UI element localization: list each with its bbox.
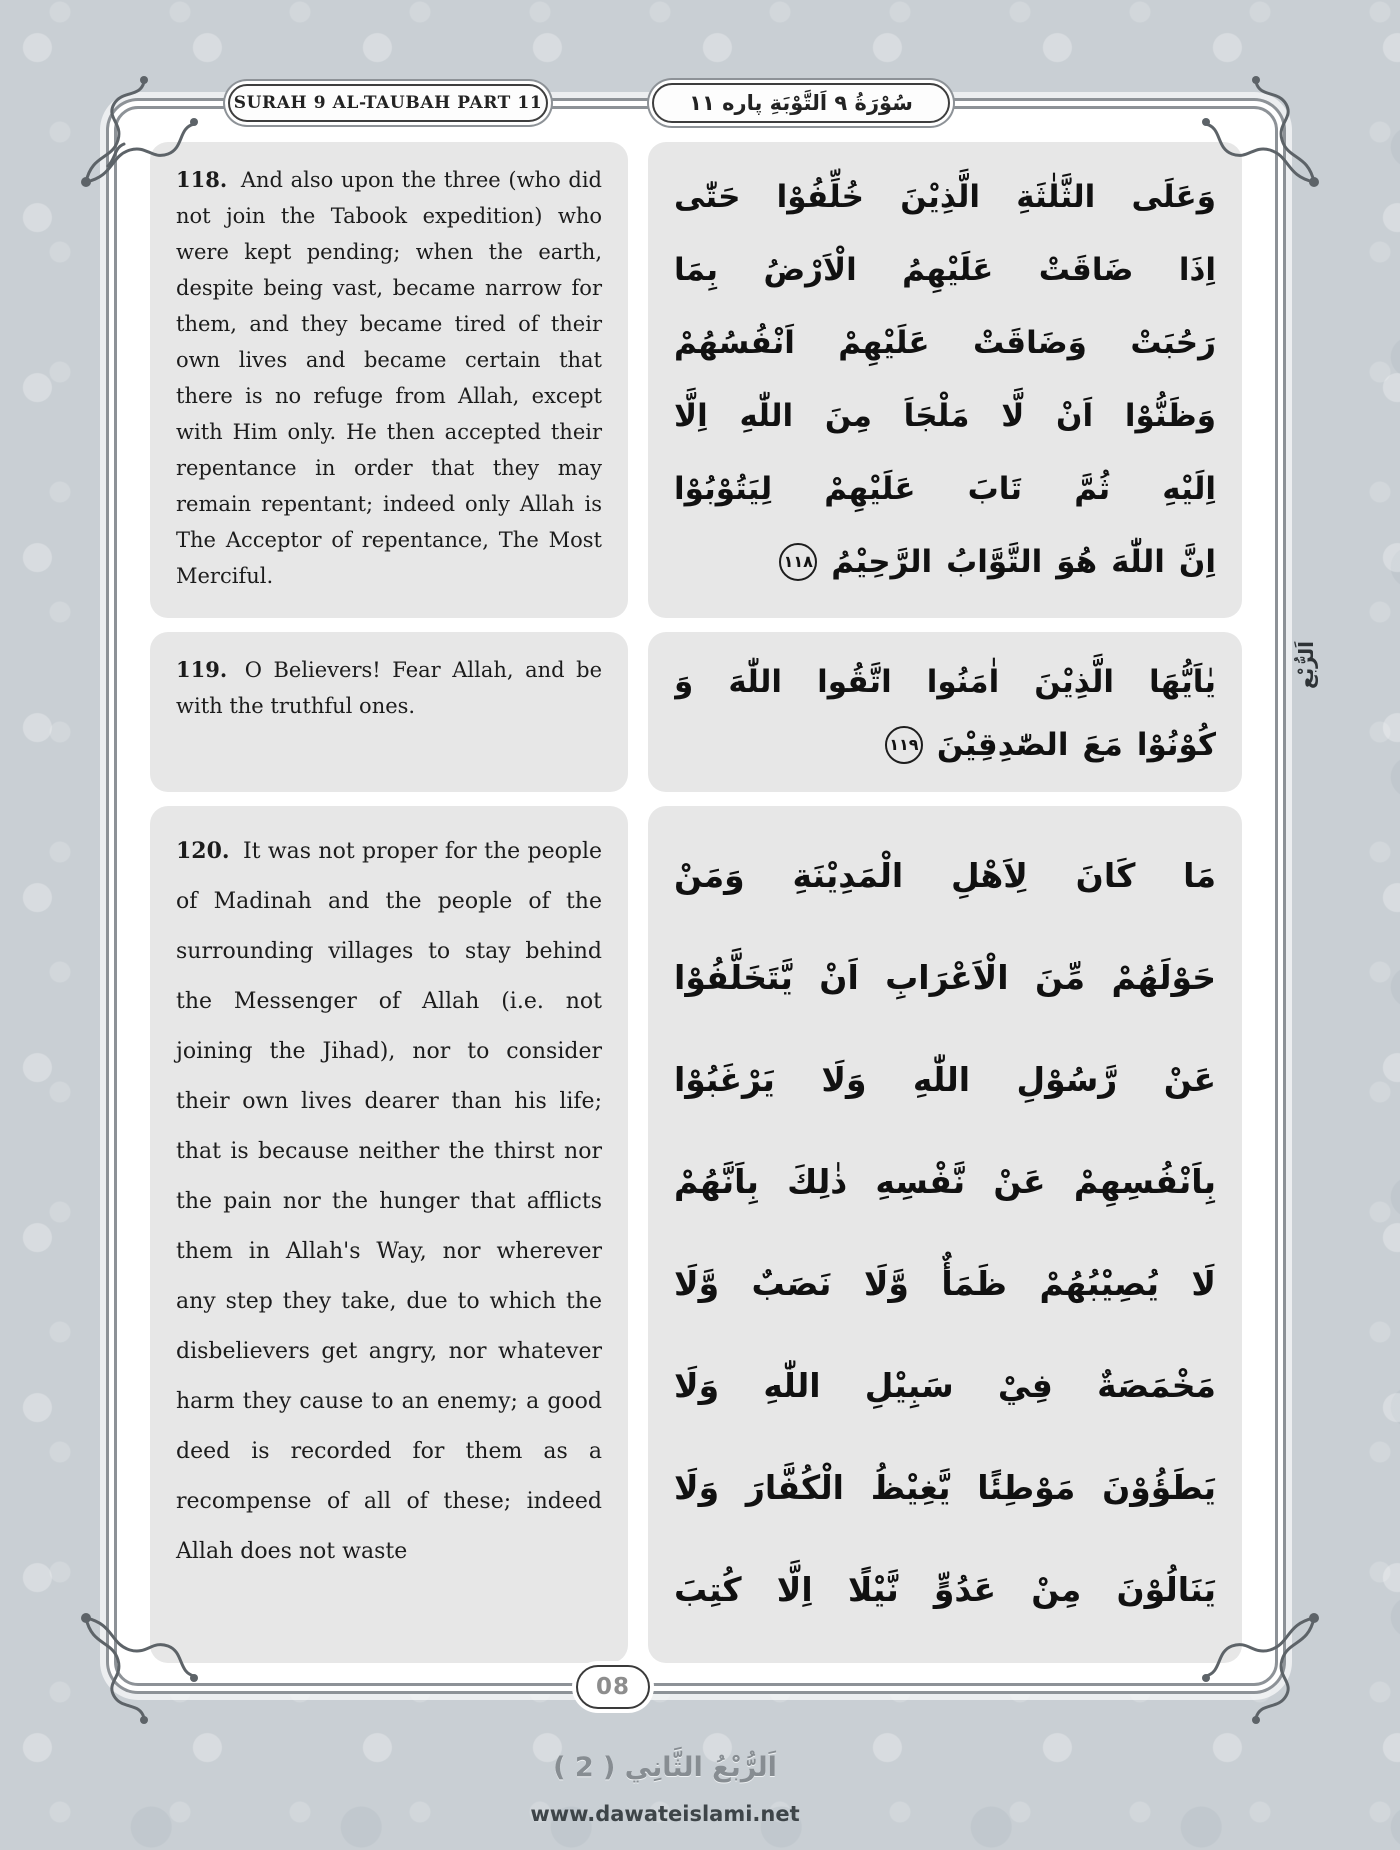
footer-website: www.dawateislami.net — [530, 1802, 800, 1826]
arabic-word: نَّفْسِهِ — [875, 1161, 966, 1201]
arabic-word: لِاَهْلِ — [950, 855, 1028, 895]
arabic-word: عَدُوٍّ — [933, 1569, 997, 1609]
arabic-line — [674, 926, 1216, 1028]
surah-title-banner-arabic — [652, 83, 950, 123]
arabic-word: هُوَ — [1056, 543, 1098, 580]
ayah-end-marker: ١١٨ — [779, 543, 817, 581]
arabic-line — [674, 525, 1216, 598]
arabic-word: رَّسُوْلِ — [1016, 1059, 1118, 1099]
verse-translation: And also upon the three (who did not join the Tabook expedition) who were kept pending; when the earth, despite being vast, became narrow for them, and they became tired of their own lives and became certain that there is no refuge from Allah, except with Him only. He then accepted their repentance in order that they may remain repentant; indeed only Allah is The Acceptor of repentance, The Most Merciful. — [176, 168, 602, 588]
arabic-word: لَا — [1191, 1263, 1216, 1303]
verse-row — [150, 806, 1242, 1663]
arabic-line — [674, 1028, 1216, 1130]
arabic-word: وَظَنُّوْا — [1124, 397, 1216, 434]
verse-row — [150, 142, 1242, 618]
arabic-word: الَّذِيْنَ — [1034, 663, 1114, 700]
verse-number: 120. — [176, 838, 230, 864]
arabic-word: يَنَالُوْنَ — [1116, 1569, 1216, 1609]
arabic-word: اللّٰهَ — [728, 663, 783, 700]
arabic-word: فِيْ — [997, 1365, 1053, 1405]
arabic-word: عَنْ — [993, 1161, 1046, 1201]
arabic-word: اَنْ — [1056, 397, 1094, 434]
verse-translation: O Believers! Fear Allah, and be with the truthful ones. — [176, 658, 602, 718]
arabic-word: تَابَ — [967, 470, 1023, 507]
arabic-word: التَّوَّابُ — [946, 543, 1043, 580]
arabic-word: عَنْ — [1163, 1059, 1216, 1099]
arabic-word: مِنَ — [824, 397, 872, 434]
english-translation-panel — [150, 142, 628, 618]
arabic-word: ذٰلِكَ — [787, 1161, 848, 1201]
arabic-word: الثَّلٰثَةِ — [1016, 178, 1096, 215]
arabic-word: مَلْجَاَ — [903, 397, 970, 434]
arabic-word: وَمَنْ — [674, 855, 745, 895]
arabic-line — [674, 1538, 1216, 1640]
arabic-word: بِمَا — [674, 251, 719, 288]
arabic-word: يَّغِيْظُ — [870, 1467, 951, 1507]
arabic-word: حَتّٰى — [674, 178, 741, 215]
arabic-word: وَّلَا — [863, 1263, 909, 1303]
arabic-line — [674, 1130, 1216, 1232]
english-translation-panel — [150, 806, 628, 1663]
footer-section-label: اَلرُّبْعُ الثَّانِي ( 2 ) — [553, 1752, 777, 1783]
arabic-word: الْاَرْضُ — [763, 251, 857, 288]
arabic-word: بِاَنَّهُمْ — [674, 1161, 759, 1201]
arabic-line — [674, 713, 1216, 776]
page-number: 08 — [595, 1674, 630, 1700]
arabic-verse-panel — [648, 142, 1242, 618]
arabic-word: اللّٰهِ — [912, 1059, 971, 1099]
arabic-word: ظَمَأٌ — [941, 1263, 1007, 1303]
arabic-word: اَنْ — [819, 957, 859, 997]
arabic-line — [674, 160, 1216, 233]
arabic-word: لَّا — [1001, 397, 1025, 434]
english-translation-text — [176, 652, 602, 724]
arabic-word: سَبِيْلِ — [864, 1365, 954, 1405]
verse-number: 118. — [176, 167, 228, 192]
arabic-verse-panel — [648, 806, 1242, 1663]
arabic-word: يٰاَيُّهَا — [1148, 663, 1216, 700]
arabic-word: عَلَيْهِمْ — [838, 324, 930, 361]
arabic-line — [674, 1232, 1216, 1334]
arabic-word: يُصِيْبُهُمْ — [1039, 1263, 1159, 1303]
arabic-line — [674, 452, 1216, 525]
arabic-word: الرَّحِيْمُ — [831, 543, 933, 580]
arabic-word: حَوْلَهُمْ — [1111, 957, 1216, 997]
arabic-word: نَصَبٌ — [751, 1263, 832, 1303]
arabic-word: كُتِبَ — [674, 1569, 742, 1609]
verse-number: 119. — [176, 657, 228, 682]
margin-quarter-marker: اَلرُّبْع — [1294, 641, 1318, 689]
arabic-word: يَّتَخَلَّفُوْا — [674, 957, 793, 997]
arabic-word: مَعَ — [1082, 726, 1123, 763]
arabic-word: مَخْمَصَةٌ — [1097, 1365, 1216, 1405]
arabic-word: وَضَاقَتْ — [972, 324, 1087, 361]
arabic-word: وَلَا — [674, 1365, 720, 1405]
arabic-word: لِيَتُوْبُوْا — [674, 470, 773, 507]
arabic-word: خُلِّفُوْا — [776, 178, 865, 215]
arabic-word: اِذَا — [1178, 251, 1216, 288]
arabic-word: اِنَّ — [1178, 543, 1216, 580]
arabic-word: وَ — [674, 663, 694, 700]
ayah-end-marker: ١١٩ — [885, 726, 923, 764]
surah-title-arabic: سُوْرَةُ ٩ اَلتَّوْبَةِ پاره ١١ — [689, 91, 913, 115]
arabic-line — [674, 233, 1216, 306]
arabic-word: كُوْنُوْا — [1136, 726, 1216, 763]
arabic-word: وَلَا — [821, 1059, 867, 1099]
arabic-word: ضَاقَتْ — [1038, 251, 1134, 288]
arabic-word: اٰمَنُوا — [926, 663, 1000, 700]
english-translation-text — [176, 162, 602, 594]
arabic-word: ثُمَّ — [1074, 470, 1111, 507]
arabic-line — [674, 650, 1216, 713]
page-number-badge — [576, 1665, 650, 1709]
arabic-word: مَا — [1183, 855, 1216, 895]
arabic-line — [674, 306, 1216, 379]
arabic-word: مَوْطِئًا — [977, 1467, 1076, 1507]
arabic-word: وَعَلَى — [1131, 178, 1216, 215]
arabic-word: وَّلَا — [674, 1263, 720, 1303]
verse-row — [150, 632, 1242, 792]
arabic-line — [674, 824, 1216, 926]
arabic-verse-panel — [648, 632, 1242, 792]
arabic-word: الصّٰدِقِيْنَ — [936, 726, 1069, 763]
arabic-word: وَلَا — [674, 1467, 720, 1507]
english-translation-panel — [150, 632, 628, 792]
arabic-word: الْاَعْرَابِ — [885, 957, 1009, 997]
arabic-word: رَحُبَتْ — [1130, 324, 1216, 361]
arabic-word: مِنْ — [1031, 1569, 1082, 1609]
arabic-word: اتَّقُوا — [817, 663, 892, 700]
arabic-word: اِلَيْهِ — [1162, 470, 1216, 507]
arabic-word: عَلَيْهِمُ — [902, 251, 994, 288]
arabic-word: اللّٰهِ — [763, 1365, 821, 1405]
arabic-word: عَلَيْهِمْ — [824, 470, 916, 507]
arabic-word: نَّيْلًا — [847, 1569, 899, 1609]
verse-translation: It was not proper for the people of Madinah and the people of the surrounding villages to stay behind the Messenger of Allah (i.e. not joining the Jihad), nor to consider their own lives dearer than his life; that is because neither the thirst nor the pain nor the hunger that afflicts them in Allah's Way, nor wherever any step they take, due to which the disbelievers get angry, nor whatever harm they cause to an enemy; a good deed is recorded for them as a recompense of all of these; indeed Allah does not waste — [176, 839, 602, 1564]
arabic-word: اِلَّا — [776, 1569, 813, 1609]
arabic-line — [674, 379, 1216, 452]
surah-title-english: SURAH 9 AL-TAUBAH PART 11 — [233, 93, 543, 113]
arabic-line — [674, 1334, 1216, 1436]
arabic-word: اِلَّا — [674, 397, 708, 434]
arabic-word: الْكُفَّارَ — [745, 1467, 844, 1507]
arabic-word: مِّنَ — [1034, 957, 1086, 997]
arabic-word: كَانَ — [1075, 855, 1136, 895]
arabic-line — [674, 1436, 1216, 1538]
arabic-word: اَنْفُسُهُمْ — [674, 324, 795, 361]
arabic-word: الَّذِيْنَ — [900, 178, 980, 215]
arabic-word: اللّٰهَ — [1111, 543, 1165, 580]
arabic-word: الْمَدِيْنَةِ — [792, 855, 904, 895]
english-translation-text — [176, 826, 602, 1577]
arabic-word: يَطَؤُوْنَ — [1102, 1467, 1216, 1507]
verses-grid — [150, 142, 1242, 1677]
arabic-word: يَرْغَبُوْا — [674, 1059, 775, 1099]
arabic-word: اللّٰهِ — [739, 397, 794, 434]
arabic-word: بِاَنْفُسِهِمْ — [1073, 1161, 1216, 1201]
surah-title-banner-english — [228, 84, 548, 122]
